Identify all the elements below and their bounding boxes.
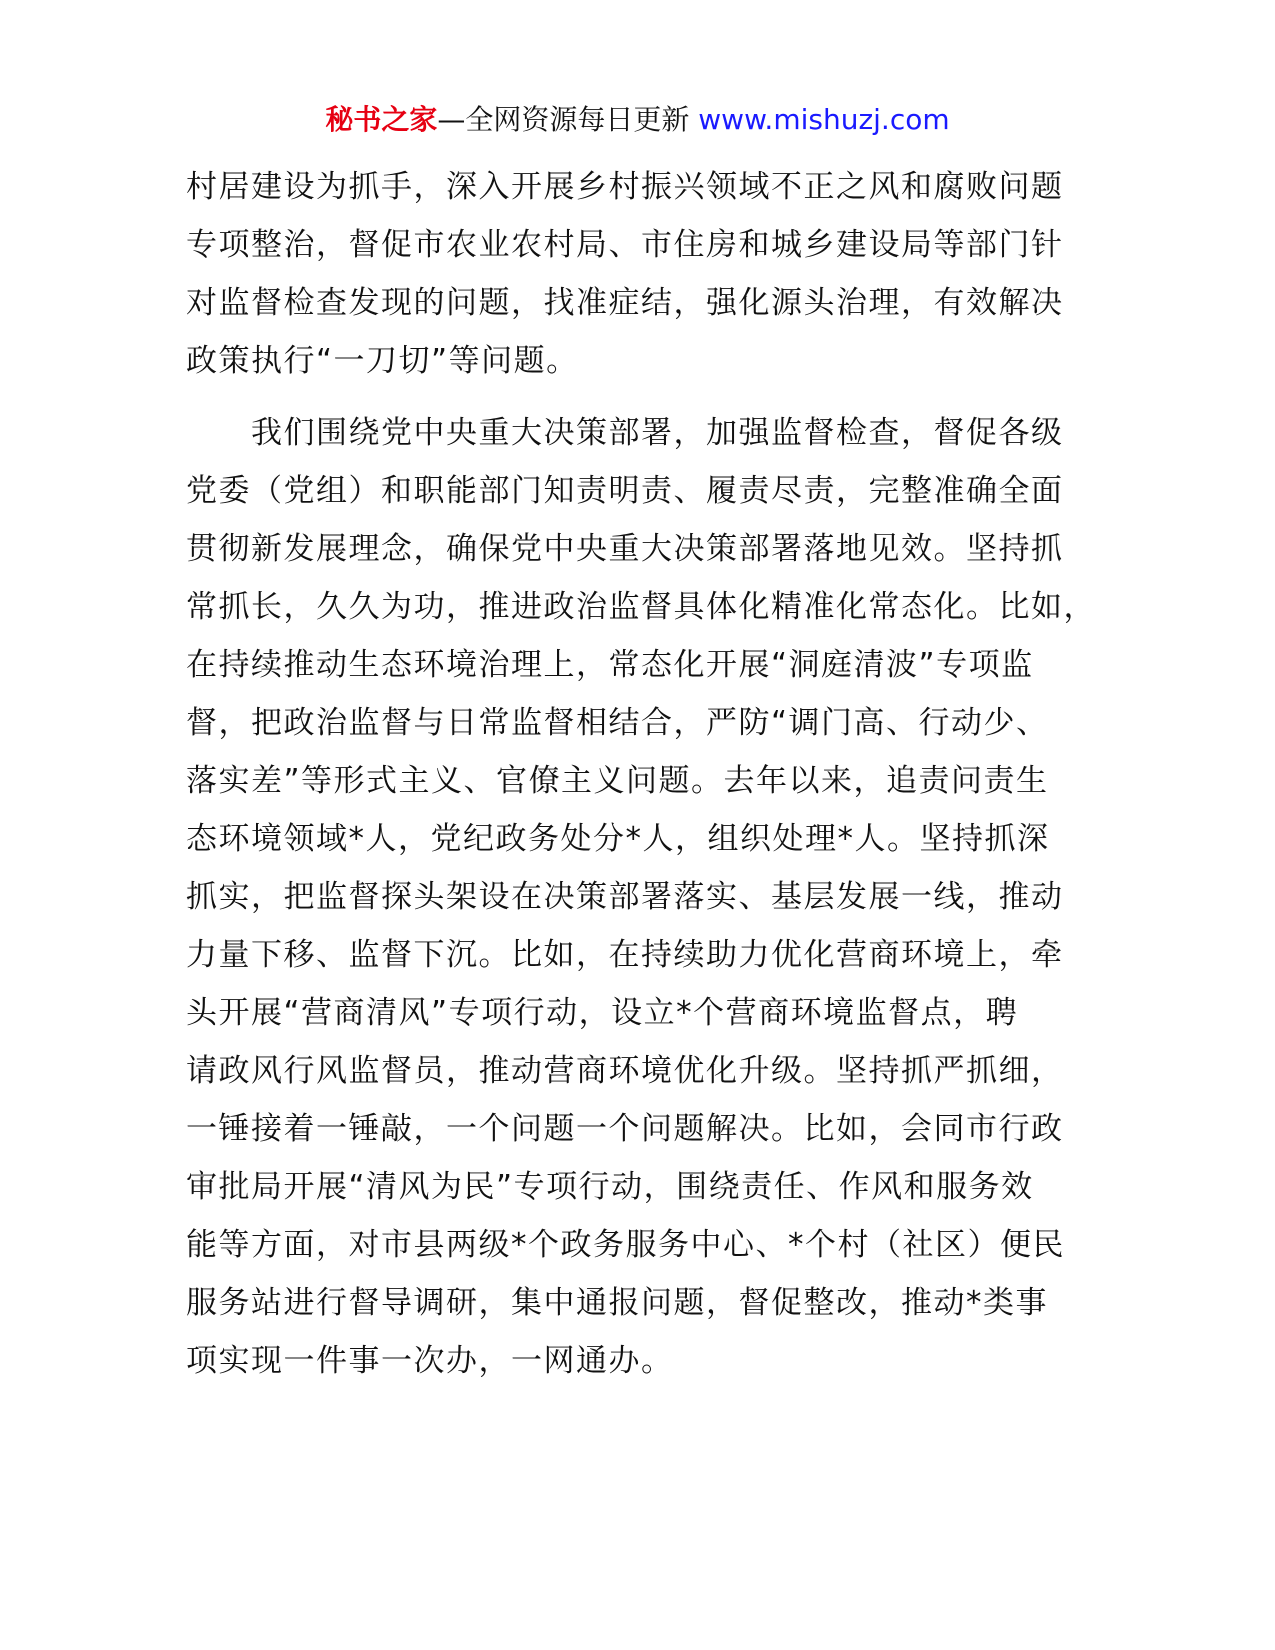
- text-line: 抓实，把监督探头架设在决策部署落实、基层发展一线，推动: [186, 879, 1064, 915]
- text-line: 贯彻新发展理念，确保党中央重大决策部署落地见效。坚持抓: [186, 531, 1064, 567]
- text-line: 落实差”等形式主义、官僚主义问题。去年以来，追责问责生: [186, 763, 1049, 799]
- text-line: 头开展“营商清风”专项行动，设立*个营商环境监督点，聘: [186, 995, 1019, 1031]
- text-line: 态环境领域*人，党纪政务处分*人，组织处理*人。坚持抓深: [186, 821, 1050, 857]
- text-line: 党委（党组）和职能部门知责明责、履责尽责，完整准确全面: [186, 473, 1064, 509]
- text-line: 我们围绕党中央重大决策部署，加强监督检查，督促各级: [186, 415, 1064, 451]
- text-line: 对监督检查发现的问题，找准症结，强化源头治理，有效解决: [186, 285, 1064, 321]
- page-header: [0, 100, 1275, 140]
- text-line: 请政风行风监督员，推动营商环境优化升级。坚持抓严抓细，: [186, 1053, 1064, 1089]
- paragraph: [186, 158, 1086, 390]
- text-line: 常抓长，久久为功，推进政治监督具体化精准化常态化。比如，: [186, 589, 1096, 625]
- brand-name: 秘书之家: [325, 103, 438, 136]
- text-line: 村居建设为抓手，深入开展乡村振兴领域不正之风和腐败问题: [186, 169, 1064, 205]
- text-line: 力量下移、监督下沉。比如，在持续助力优化营商环境上，牵: [186, 937, 1064, 973]
- header-url[interactable]: www.mishuzj.com: [698, 103, 950, 136]
- paragraph-spacer: [186, 390, 1086, 404]
- text-line: 能等方面，对市县两级*个政务服务中心、*个村（社区）便民: [186, 1227, 1065, 1263]
- text-line: 政策执行“一刀切”等问题。: [186, 343, 579, 379]
- document-body: [186, 158, 1096, 1390]
- text-line: 专项整治，督促市农业农村局、市住房和城乡建设局等部门针: [186, 227, 1064, 263]
- text-line: 在持续推动生态环境治理上，常态化开展“洞庭清波”专项监: [186, 647, 1034, 683]
- text-line: 督，把政治监督与日常监督相结合，严防“调门高、行动少、: [186, 705, 1049, 741]
- text-line: 服务站进行督导调研，集中通报问题，督促整改，推动*类事: [186, 1285, 1048, 1321]
- paragraph: [186, 404, 1096, 1390]
- header-tagline: —全网资源每日更新: [437, 103, 699, 136]
- text-line: 项实现一件事一次办，一网通办。: [186, 1343, 674, 1379]
- text-line: 一锤接着一锤敲，一个问题一个问题解决。比如，会同市行政: [186, 1111, 1064, 1147]
- text-line: 审批局开展“清风为民”专项行动，围绕责任、作风和服务效: [186, 1169, 1034, 1205]
